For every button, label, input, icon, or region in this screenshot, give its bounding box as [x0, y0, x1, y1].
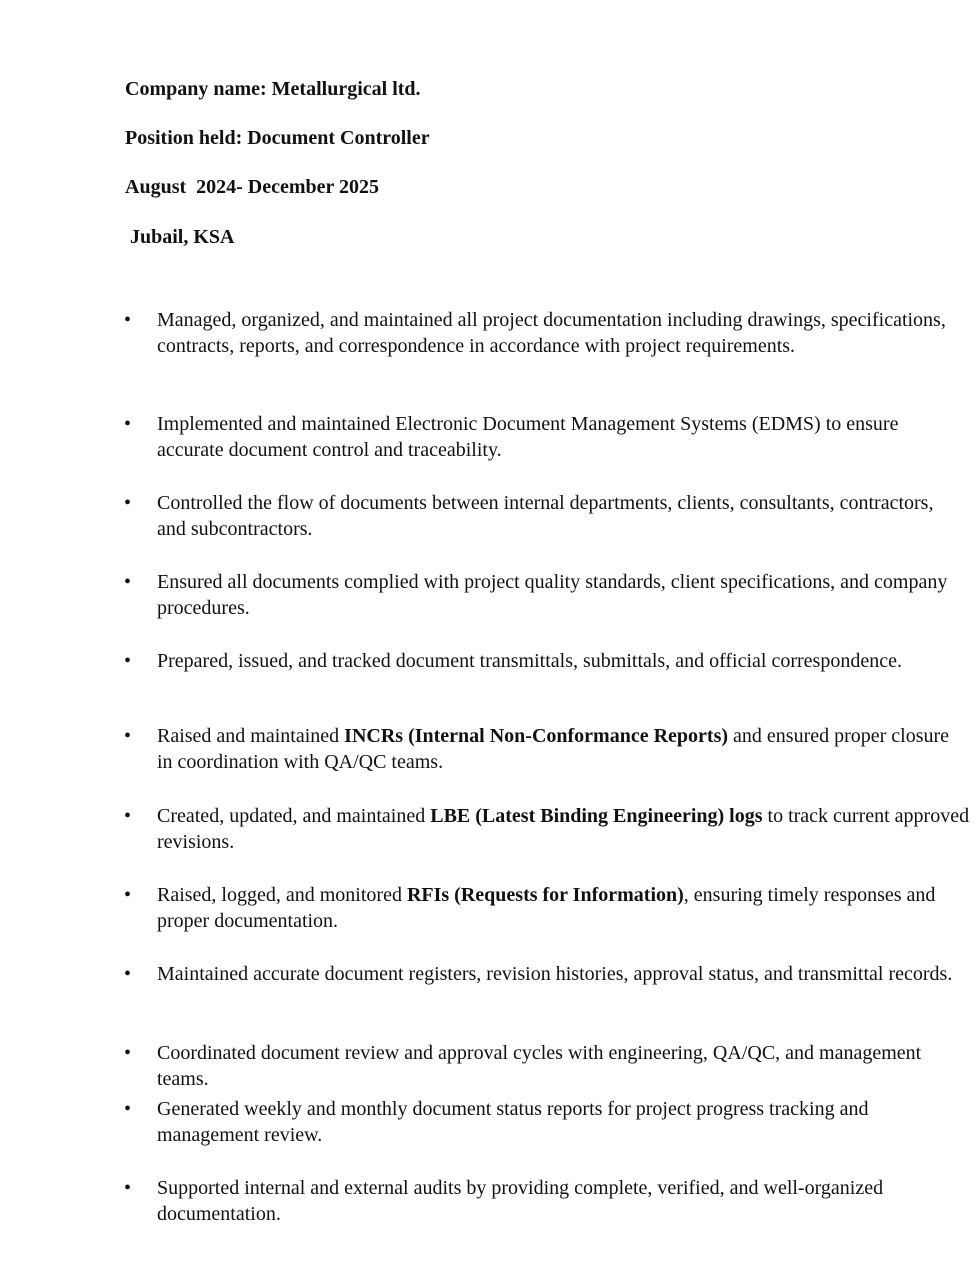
bullet-icon: • [124, 1177, 132, 1199]
bullet-icon: • [124, 492, 132, 514]
item-text-end: , ensuring timely responses and proper documentation. [157, 884, 936, 932]
item-text: Raised and maintained [157, 725, 345, 747]
item-text: Prepared, issued, and tracked document transmittals, submittals, and official correspondence. [157, 650, 902, 672]
item-text: Ensured all documents complied with project quality standards, client specifications, and company procedures. [157, 571, 948, 619]
item-text: Raised, logged, and monitored [157, 884, 407, 906]
item-text: Implemented and maintained Electronic Document Management Systems (EDMS) to ensure accurate document control and traceability. [157, 413, 899, 461]
bullet-icon: • [124, 1042, 132, 1064]
item-text-bold: INCRs (Internal Non-Conformance Reports) [344, 725, 729, 747]
item-text: Controlled the flow of documents between internal departments, clients, consultants, contractors, and subcontractors. [157, 492, 934, 540]
bullet-icon: • [124, 725, 132, 747]
item-text-bold: LBE (Latest Binding Engineering) logs [430, 805, 763, 827]
employment-dates: August 2024- December 2025 [125, 176, 380, 198]
item-text: Coordinated document review and approval cycles with engineering, QA/QC, and management teams. [157, 1042, 922, 1090]
item-text: Generated weekly and monthly document status reports for project progress tracking and management review. [157, 1098, 869, 1146]
bullet-icon: • [124, 571, 132, 593]
bullet-icon: • [124, 884, 132, 906]
item-text-end: and ensured proper closure in coordination with QA/QC teams. [157, 725, 950, 773]
item-text: Maintained accurate document registers, revision histories, approval status, and transmittal records. [157, 963, 953, 985]
bullet-icon: • [124, 1098, 132, 1120]
bullet-icon: • [124, 309, 132, 331]
item-text-end: to track current approved revisions. [157, 805, 970, 853]
company-name: Company name: Metallurgical ltd. [125, 78, 421, 100]
item-text: Created, updated, and maintained [157, 805, 431, 827]
position-held: Position held: Document Controller [125, 127, 430, 149]
bullet-icon: • [124, 805, 132, 827]
item-text-bold: RFIs (Requests for Information) [406, 884, 684, 906]
bullet-icon: • [124, 650, 132, 672]
item-text: Managed, organized, and maintained all project documentation including drawings, specifications, contracts, reports, and correspondence in accordance with project requirements. [157, 309, 946, 357]
job-location: Jubail, KSA [125, 226, 235, 248]
bullet-icon: • [124, 963, 132, 985]
item-text: Supported internal and external audits by providing complete, verified, and well-organized documentation. [157, 1177, 884, 1225]
bullet-icon: • [124, 413, 132, 435]
